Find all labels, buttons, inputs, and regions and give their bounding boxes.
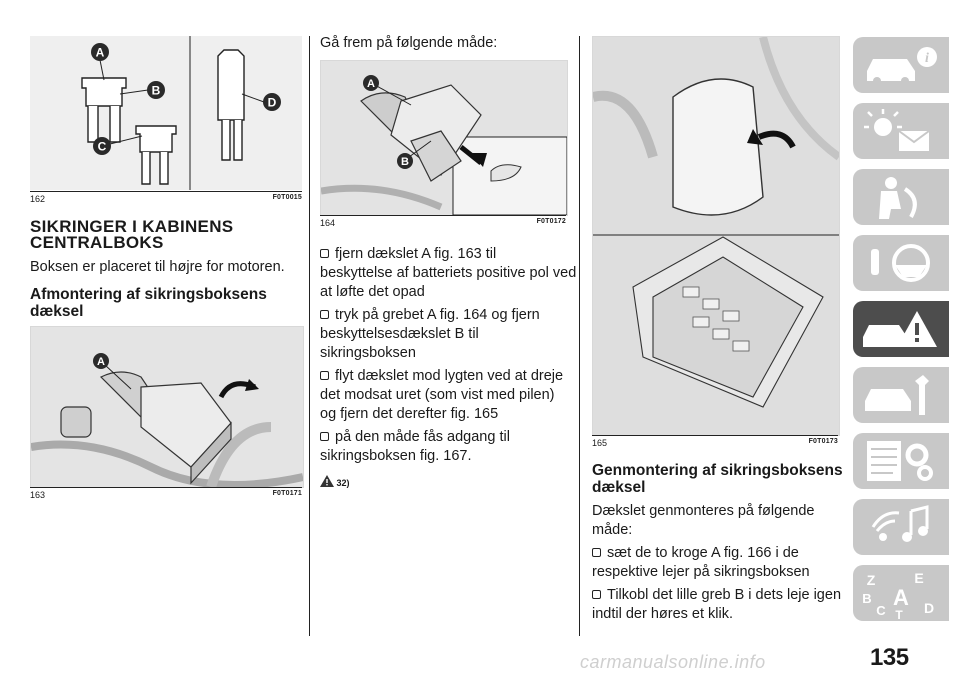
- index-letters-icon: [853, 565, 949, 621]
- figure-code: F0T0015: [272, 194, 302, 201]
- checkbox-bullet-icon: [320, 310, 329, 319]
- figure-code: F0T0173: [808, 438, 838, 445]
- svg-text:i: i: [925, 51, 929, 66]
- figure-number: 164: [320, 218, 336, 228]
- figure-164: [320, 60, 568, 216]
- figure-163: [30, 326, 304, 488]
- subheading-removal: Afmontering af sikringsboksens dæksel: [30, 286, 267, 320]
- checkbox-bullet-icon: [592, 590, 601, 599]
- list-item: sæt de to kroge A fig. 166 i de respektive lejer på sikringsboksen: [592, 545, 810, 580]
- list-item: tryk på grebet A fig. 164 og fjern beskyttelsesdækslet B til sikringsboksen: [320, 307, 540, 361]
- car-maintenance-icon: [853, 367, 949, 423]
- seat-airbag-icon: [853, 169, 949, 225]
- car-info-icon: [853, 37, 949, 93]
- tab-emergency[interactable]: [853, 301, 949, 357]
- tab-warning-lights[interactable]: [853, 103, 949, 159]
- figure-code: F0T0171: [272, 490, 302, 497]
- list-item: fjern dækslet A fig. 163 til beskyttelse af batteriets positive pol ved at løfte det opad: [320, 246, 577, 300]
- checkbox-bullet-icon: [320, 249, 329, 258]
- tab-technical-data[interactable]: [853, 433, 949, 489]
- list-item: på den måde fås adgang til sikringsboksen fig. 167.: [320, 429, 510, 464]
- warning-icon: [320, 475, 334, 487]
- figure-number: 163: [30, 490, 46, 500]
- refit-text: Dækslet genmonteres på følgende måde: sæt de to kroge A fig. 166 i de respektive lejer på sikringsboksen Tilkobl det lille greb B i dets leje igen indtil der høres et klik.: [592, 503, 842, 622]
- figure-165: [592, 36, 840, 436]
- figure-number: 162: [30, 194, 46, 204]
- figure-number: 165: [592, 438, 608, 448]
- section-heading: SIKRINGER I KABINENS CENTRALBOKS: [30, 217, 234, 252]
- tab-maintenance[interactable]: [853, 367, 949, 423]
- checkbox-bullet-icon: [592, 548, 601, 557]
- fig162-label-a: A: [95, 45, 105, 60]
- list-item: Tilkobl det lille greb B i dets leje igen indtil der høres et klik.: [592, 587, 842, 622]
- tab-multimedia[interactable]: [853, 499, 949, 555]
- svg-text:D: D: [923, 600, 935, 616]
- svg-text:C: C: [876, 603, 886, 618]
- figure-164-caption: [320, 215, 566, 228]
- watermark: carmanualsonline.info: [580, 652, 766, 672]
- warning-reference: 32): [320, 474, 580, 493]
- procedure-intro: Gå frem på følgende måde:: [320, 35, 498, 51]
- intro-text: Boksen er placeret til højre for motoren.: [30, 259, 285, 275]
- tab-safety[interactable]: [853, 169, 949, 225]
- figure-162: [30, 36, 302, 190]
- fig162-label-c: C: [97, 139, 107, 154]
- emergency-car-icon: [853, 301, 949, 357]
- fig164-label-b: B: [401, 156, 409, 168]
- svg-text:B: B: [862, 591, 872, 606]
- tab-index[interactable]: [853, 565, 949, 621]
- page-number: 135: [870, 644, 909, 671]
- multimedia-icon: [853, 499, 949, 555]
- svg-text:T: T: [895, 608, 903, 621]
- fig163-label-a: A: [97, 356, 105, 368]
- fig164-label-a: A: [367, 78, 375, 90]
- figure-163-caption: [30, 487, 302, 500]
- figure-165-caption: [592, 435, 838, 448]
- fig162-label-d: D: [267, 95, 277, 110]
- checkbox-bullet-icon: [320, 371, 329, 380]
- column-divider: [579, 36, 580, 636]
- tab-car-info[interactable]: [853, 37, 949, 93]
- svg-text:A: A: [893, 585, 909, 610]
- figure-162-caption: [30, 191, 302, 204]
- figure-code: F0T0172: [536, 218, 566, 225]
- fig162-label-b: B: [151, 83, 161, 98]
- svg-text:Z: Z: [866, 572, 876, 588]
- subheading-refitting: Genmontering af sikringsboksens dæksel: [592, 462, 843, 496]
- warning-lights-icon: [853, 103, 949, 159]
- tab-starting-driving[interactable]: [853, 235, 949, 291]
- step-list: [320, 245, 580, 493]
- column-divider: [309, 36, 310, 636]
- list-item: flyt dækslet mod lygten ved at dreje det modsat uret (som vist med pilen) og fjern det derefter fig. 165: [320, 368, 564, 422]
- key-steering-icon: [853, 235, 949, 291]
- technical-data-icon: [853, 433, 949, 489]
- checkbox-bullet-icon: [320, 432, 329, 441]
- svg-text:E: E: [914, 570, 924, 586]
